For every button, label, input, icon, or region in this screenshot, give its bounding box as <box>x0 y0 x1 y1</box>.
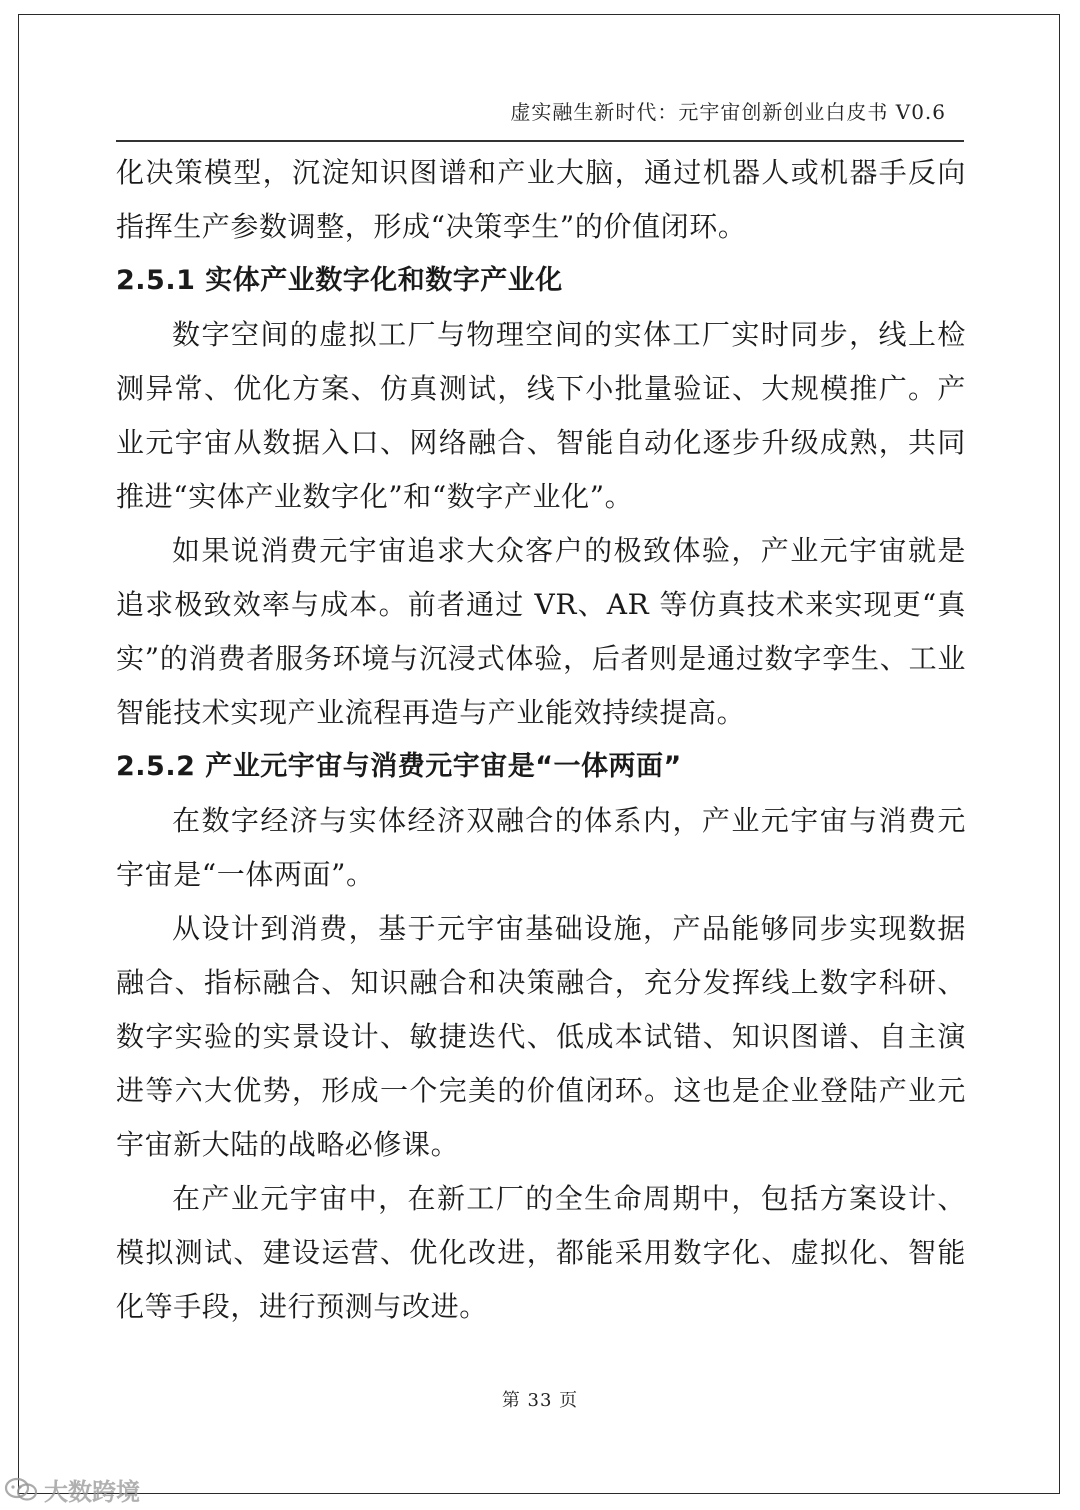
paragraph: 数字空间的虚拟工厂与物理空间的实体工厂实时同步，线上检测异常、优化方案、仿真测试，线下小批量验证、大规模推广。产业元宇宙从数据入口、网络融合、智能自动化逐步升级成熟，共同推进“实体产业数字化”和“数字产业化”。 <box>116 318 966 513</box>
section-heading-2-5-1: 2.5.1 实体产业数字化和数字产业化 <box>116 265 563 296</box>
paragraph: 从设计到消费，基于元宇宙基础设施，产品能够同步实现数据融合、指标融合、知识融合和决策融合，充分发挥线上数字科研、数字实验的实景设计、敏捷迭代、低成本试错、知识图谱、自主演进等六大优势，形成一个完美的价值闭环。这也是企业登陆产业元宇宙新大陆的战略必修课。 <box>116 912 966 1161</box>
paragraph: 在产业元宇宙中，在新工厂的全生命周期中，包括方案设计、模拟测试、建设运营、优化改进，都能采用数字化、虚拟化、智能化等手段，进行预测与改进。 <box>116 1182 966 1323</box>
paragraph-continued: 化决策模型，沉淀知识图谱和产业大脑，通过机器人或机器手反向指挥生产参数调整，形成“决策孪生”的价值闭环。 <box>116 156 966 243</box>
paragraph: 在数字经济与实体经济双融合的体系内，产业元宇宙与消费元宇宙是“一体两面”。 <box>116 804 966 891</box>
page-number: 第 33 页 <box>501 1390 579 1411</box>
section-heading-2-5-2: 2.5.2 产业元宇宙与消费元宇宙是“一体两面” <box>116 751 682 782</box>
watermark <box>4 1472 140 1507</box>
header-rule <box>116 140 964 142</box>
paragraph: 如果说消费元宇宙追求大众客户的极致体验，产业元宇宙就是追求极致效率与成本。前者通过 VR、AR 等仿真技术来实现更“真实”的消费者服务环境与沉浸式体验，后者则是通过数字孪生、工业智能技术实现产业流程再造与产业能效持续提高。 <box>116 534 966 729</box>
running-header: 虚实融生新时代：元宇宙创新创业白皮书 V0.6 <box>510 100 946 124</box>
document-body <box>116 146 966 1334</box>
chat-bubble-icon <box>4 1477 38 1503</box>
watermark-text: 大数跨境 <box>44 1478 140 1506</box>
